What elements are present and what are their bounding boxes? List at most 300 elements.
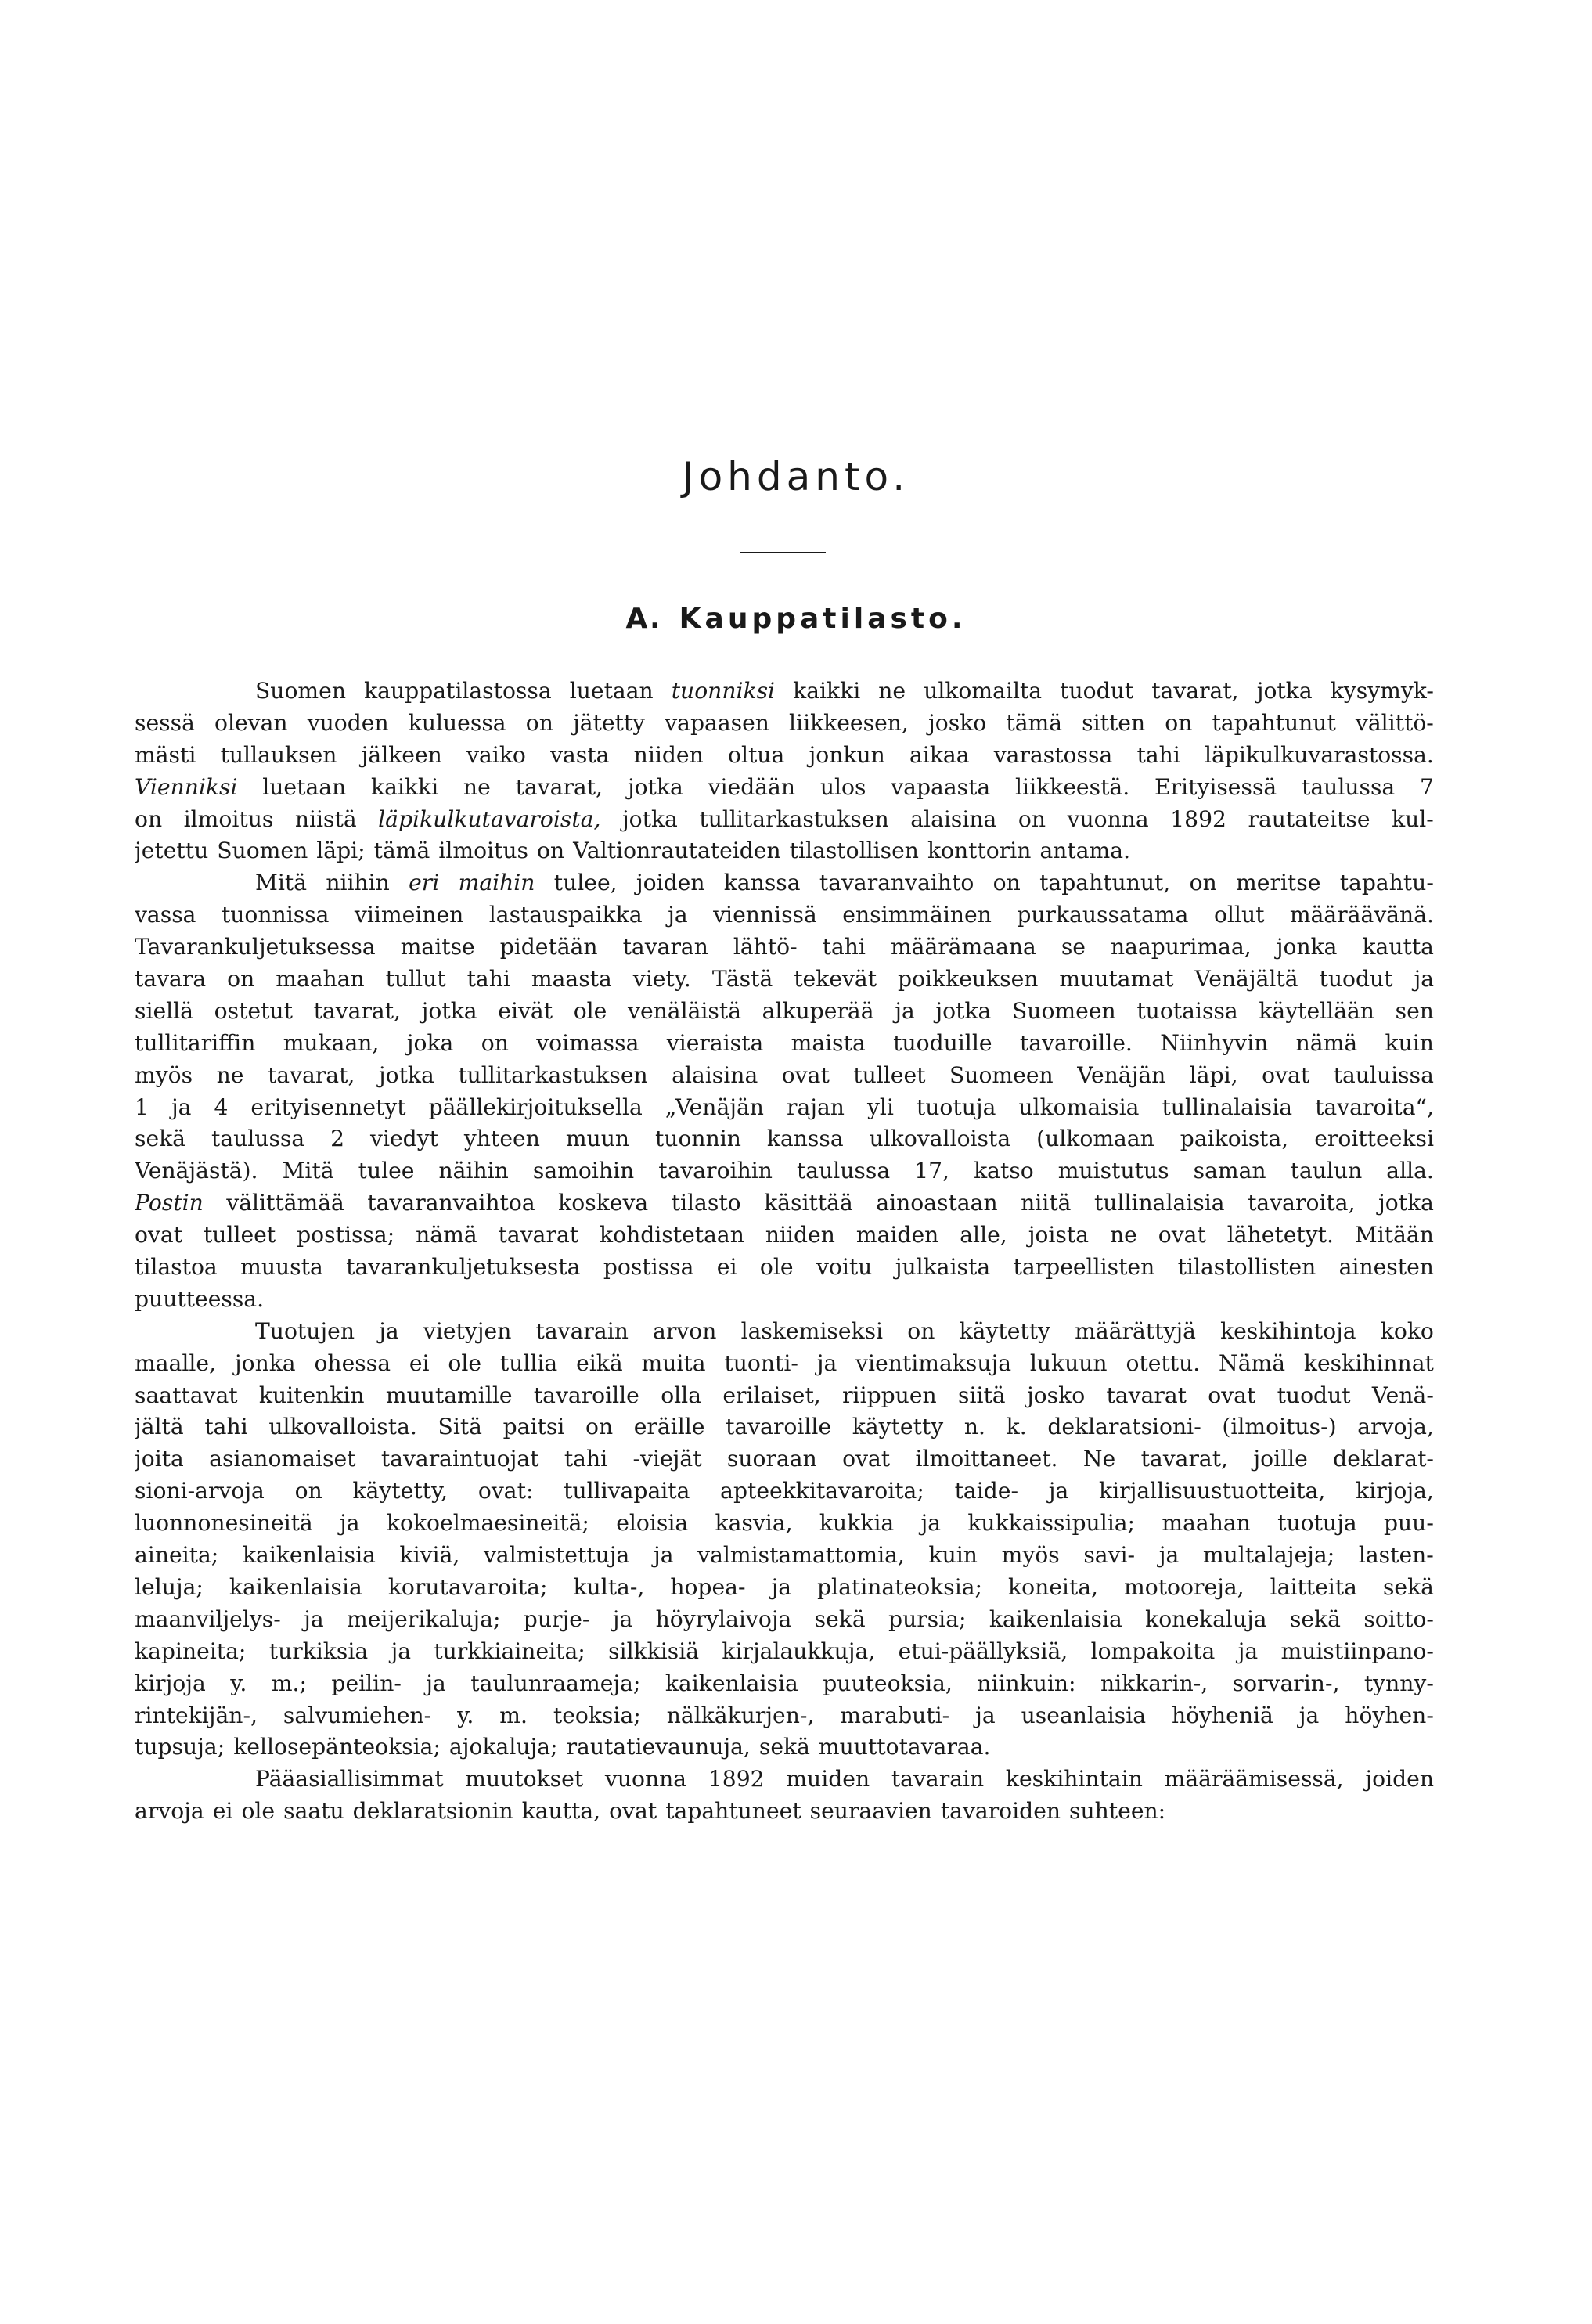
word: ja	[653, 1542, 674, 1569]
word: multalajeja;	[1202, 1542, 1335, 1569]
word: jotka	[1378, 1190, 1434, 1216]
word: tynny-	[1363, 1670, 1434, 1696]
word: joiden	[1365, 1766, 1434, 1793]
word: rintekijän-,	[135, 1702, 258, 1728]
word: jotka	[1256, 678, 1313, 704]
word: ja	[340, 1510, 360, 1537]
text-line	[135, 1731, 1434, 1764]
word: jotka	[935, 997, 992, 1024]
text-line	[135, 1604, 1434, 1636]
word: ja	[920, 1510, 942, 1537]
word: leluja;	[135, 1573, 204, 1600]
word: tilastollisen	[789, 838, 919, 864]
word: silkkisiä	[608, 1638, 700, 1664]
word: ja	[1414, 966, 1434, 993]
word: erilaiset,	[722, 1382, 821, 1408]
word: sitten	[1082, 709, 1146, 736]
word: maalle,	[135, 1349, 217, 1376]
word: muutamat	[1059, 966, 1174, 993]
word: kanssa	[766, 1126, 844, 1152]
word: tullivapaita	[564, 1478, 690, 1504]
word: viety.	[632, 966, 691, 993]
word: on	[585, 1414, 614, 1440]
word: käsittää	[764, 1190, 853, 1216]
word: jetettu	[135, 838, 209, 864]
word: tuodut	[1060, 678, 1134, 704]
word: läpi;	[316, 838, 366, 864]
word: Mitä	[282, 1158, 334, 1184]
word: platinateoksia;	[817, 1573, 983, 1600]
word: kul-	[1392, 805, 1434, 832]
word: määrättyjä	[1075, 1317, 1196, 1344]
word: tahi	[204, 1414, 248, 1440]
text-line	[135, 676, 1434, 708]
word: näihin	[438, 1158, 509, 1184]
word: muusta	[240, 1254, 323, 1281]
word: saman	[1193, 1158, 1266, 1184]
word: turkiksia	[268, 1638, 369, 1664]
text-line	[135, 996, 1434, 1028]
word: maahan	[1162, 1510, 1251, 1537]
word: luonnonesineitä	[135, 1510, 313, 1537]
text-line	[135, 1220, 1434, 1252]
word: keskihinnat	[1303, 1349, 1434, 1376]
word: sen	[1395, 997, 1434, 1024]
word: kiviä,	[399, 1542, 460, 1569]
word: kukkaissipulia;	[967, 1510, 1136, 1537]
word: on	[294, 1478, 322, 1504]
word: tullitarkastuksen	[458, 1061, 648, 1088]
word: Tästä	[711, 966, 773, 993]
word: 2	[330, 1126, 345, 1152]
word: Pääasiallisimmat	[255, 1766, 444, 1793]
word: konttorin	[927, 838, 1032, 864]
word: purkaussatama	[1017, 902, 1189, 928]
word: sekä	[135, 1126, 186, 1152]
word: tuonniksi	[671, 678, 776, 704]
word: vieraista	[666, 1029, 764, 1056]
word: tapahtu-	[1339, 870, 1434, 896]
word: taulussa	[796, 1158, 891, 1184]
word: taulussa	[1302, 773, 1396, 800]
word: ulkomaisia	[1018, 1094, 1140, 1120]
section-title: Kauppatilasto.	[679, 603, 967, 635]
word: kuin	[928, 1542, 978, 1569]
text-line	[135, 1028, 1434, 1060]
word: venäläistä	[628, 997, 742, 1024]
word: määräävänä.	[1289, 902, 1434, 928]
word: ulkomailta	[924, 678, 1043, 704]
word: salvumiehen-	[283, 1702, 432, 1728]
word: ja	[1048, 1478, 1069, 1504]
word: ja	[975, 1702, 996, 1728]
word: tavaraintuojat	[380, 1446, 539, 1472]
word: tullitarkastuksen	[699, 805, 889, 832]
word: rautatievaunuja,	[566, 1734, 751, 1760]
text-line	[135, 1284, 1434, 1316]
section-letter: A.	[625, 603, 662, 635]
word: sessä	[135, 709, 195, 736]
word: ole	[759, 1254, 794, 1281]
text-line	[135, 931, 1434, 964]
word: etui-päällyksiä,	[898, 1638, 1068, 1664]
word: sekä	[758, 1734, 810, 1760]
word: hopea-	[670, 1573, 746, 1600]
word: tullauksen	[220, 741, 337, 768]
text-line	[135, 1636, 1434, 1668]
word: taulunraameja;	[470, 1670, 641, 1696]
word: tilastollisten	[1177, 1254, 1316, 1281]
word: päällekirjoituksella	[428, 1094, 643, 1120]
word: ei	[716, 1254, 737, 1281]
word: eri	[409, 870, 440, 896]
word: vaiko	[466, 741, 526, 768]
word: apteekkitavaroita;	[720, 1478, 924, 1504]
word: tavaroiden	[940, 1798, 1061, 1825]
word: on	[907, 1317, 935, 1344]
word: tavaran	[622, 934, 708, 960]
word: (ilmoitus-)	[1222, 1414, 1337, 1440]
word: ne	[463, 773, 491, 800]
word: tavarain	[891, 1766, 985, 1793]
word: on	[481, 1029, 509, 1056]
word: käytellään	[1259, 997, 1374, 1024]
word: mästi	[135, 741, 196, 768]
word: niistä	[294, 805, 357, 832]
word: viennissä	[713, 902, 817, 928]
word: Sitä	[438, 1414, 482, 1440]
text-line	[135, 772, 1434, 804]
word: marabuti-	[840, 1702, 950, 1728]
word: tavara	[135, 966, 207, 993]
word: tapahtuneet	[665, 1798, 801, 1825]
word: kirjallisuustuotteita,	[1099, 1478, 1326, 1504]
word: sekä	[1289, 1605, 1341, 1632]
word: koskeva	[558, 1190, 649, 1216]
word: ja	[668, 902, 688, 928]
word: sekä	[1382, 1573, 1434, 1600]
word: kaikenlaisia	[989, 1605, 1122, 1632]
word: kaikenlaisia	[229, 1573, 362, 1600]
word: ole	[448, 1349, 482, 1376]
word: ilmoitus	[183, 805, 274, 832]
word: välittämää	[226, 1190, 344, 1216]
word: saattavat	[135, 1382, 238, 1408]
word: ilmoitus	[438, 838, 529, 864]
word: tullia	[499, 1349, 558, 1376]
word: josko	[1026, 1382, 1086, 1408]
word: keskihintain	[1005, 1766, 1143, 1793]
word: aikaa	[909, 741, 970, 768]
word: tullut	[385, 966, 446, 993]
word: luetaan	[262, 773, 347, 800]
word: deklaratsioni-	[1047, 1414, 1201, 1440]
word: kuitenkin	[258, 1382, 365, 1408]
word: Suomen	[217, 838, 308, 864]
word: jonkun	[809, 741, 885, 768]
word: jotka	[378, 1061, 434, 1088]
word: ovat:	[477, 1478, 534, 1504]
word: kirjalaukkuja,	[722, 1638, 876, 1664]
word: ollut	[1213, 902, 1265, 928]
text-line	[135, 1443, 1434, 1475]
word: otettu.	[1126, 1349, 1201, 1376]
word: ja	[171, 1094, 192, 1120]
word: tavaranvaihtoa	[367, 1190, 535, 1216]
word: tavarankuljetuksesta	[346, 1254, 581, 1281]
word: Venäjältä	[1194, 966, 1298, 993]
word: puutteessa.	[135, 1285, 265, 1312]
word: vassa	[135, 902, 196, 928]
word: läpikulkutavaroista,	[378, 805, 601, 832]
word: ei	[409, 1349, 430, 1376]
text-line	[135, 1540, 1434, 1572]
word: soitto-	[1363, 1605, 1434, 1632]
word: k.	[1006, 1414, 1027, 1440]
word: tahi	[822, 934, 866, 960]
word: kaikki	[793, 678, 861, 704]
word: ainesten	[1338, 1254, 1434, 1281]
word: Suomeen	[1012, 997, 1116, 1024]
word: puu-	[1383, 1510, 1434, 1537]
word: ja	[391, 1638, 412, 1664]
word: mukaan,	[283, 1029, 380, 1056]
text-line	[135, 1092, 1434, 1124]
word: tilastoa	[135, 1254, 218, 1281]
word: ne	[1109, 1222, 1137, 1248]
word: meritse	[1236, 870, 1321, 896]
word: tuoduille	[893, 1029, 992, 1056]
word: jätetty	[572, 709, 646, 736]
word: postissa	[603, 1254, 694, 1281]
word: läpikulkuvarastossa.	[1205, 741, 1434, 768]
word: kaikenlaisia	[242, 1542, 376, 1569]
word: meijerikaluja;	[347, 1605, 501, 1632]
word: kokoelmaesineitä;	[386, 1510, 589, 1537]
word: tapahtunut	[1212, 709, 1336, 736]
word: jonka	[1276, 934, 1338, 960]
word: josko	[928, 709, 987, 736]
word: tavaranvaihto	[819, 870, 974, 896]
text-line	[135, 740, 1434, 772]
word: maahan	[276, 966, 365, 993]
word: alkuperää	[762, 997, 874, 1024]
word: Venäjän	[1077, 1061, 1166, 1088]
word: jotka	[621, 805, 678, 832]
word: postissa;	[297, 1222, 395, 1248]
word: joille	[1253, 1446, 1308, 1472]
word: kaikki	[371, 773, 439, 800]
word: ole	[241, 1798, 276, 1825]
word: taulun	[1290, 1158, 1363, 1184]
word: joista	[1028, 1222, 1090, 1248]
word: y.	[230, 1670, 247, 1696]
word: Erityisessä	[1154, 773, 1277, 800]
word: ne	[216, 1061, 244, 1088]
word: vientimaksuja	[855, 1349, 1012, 1376]
word: ei	[212, 1798, 233, 1825]
word: määrämaana	[890, 934, 1036, 960]
word: ole	[573, 997, 607, 1024]
word: yli	[866, 1094, 894, 1120]
word: kautta	[1362, 934, 1434, 960]
word: tuotaissa	[1136, 997, 1238, 1024]
word: ilmoittaneet.	[915, 1446, 1058, 1472]
paragraph	[135, 1764, 1434, 1828]
word: tupsuja;	[135, 1734, 225, 1760]
word: kirjoja	[135, 1670, 206, 1696]
word: Postin	[135, 1190, 204, 1216]
word: Mitä	[255, 870, 308, 896]
text-line	[135, 1508, 1434, 1540]
word: joiden	[636, 870, 705, 896]
word: Suomen	[255, 678, 346, 704]
word: savi-	[1083, 1542, 1136, 1569]
word: n.	[963, 1414, 985, 1440]
word: tulleet	[853, 1061, 926, 1088]
word: eloisia	[616, 1510, 689, 1537]
word: tahi	[1136, 741, 1180, 768]
word: on	[1189, 870, 1217, 896]
word: vapaasen	[665, 709, 769, 736]
word: arvoja	[135, 1798, 204, 1825]
word: ja	[426, 1670, 446, 1696]
word: se	[1061, 934, 1086, 960]
word: on	[1165, 709, 1193, 736]
word: tekevät	[794, 966, 877, 993]
word: tämä	[1006, 709, 1063, 736]
word: peilin-	[331, 1670, 402, 1696]
word: jältä	[135, 1414, 184, 1440]
text-line	[135, 964, 1434, 996]
word: pursia;	[888, 1605, 967, 1632]
word: Suomeen	[949, 1061, 1054, 1088]
word: Valtionrautateiden	[573, 838, 781, 864]
text-line	[135, 1764, 1434, 1796]
word: yhteen	[463, 1126, 540, 1152]
word: kautta,	[521, 1798, 601, 1825]
word: 1	[135, 1094, 149, 1120]
word: muutokset	[465, 1766, 584, 1793]
word: nämä	[1295, 1029, 1358, 1056]
word: deklaratsionin	[352, 1798, 513, 1825]
text-line	[135, 1796, 1434, 1828]
word: tarpeellisten	[1013, 1254, 1155, 1281]
word: puuteoksia,	[823, 1670, 953, 1696]
word: Venäjästä).	[135, 1158, 258, 1184]
word: alle,	[960, 1222, 1007, 1248]
word: käytetty,	[352, 1478, 448, 1504]
word: ja	[895, 997, 915, 1024]
section-heading	[0, 603, 1592, 635]
word: ostetut	[214, 997, 293, 1024]
text-line	[135, 835, 1434, 867]
word: voimassa	[536, 1029, 639, 1056]
word: ja	[771, 1573, 792, 1600]
word: on	[537, 838, 565, 864]
word: joka	[406, 1029, 454, 1056]
word: motooreja,	[1124, 1573, 1244, 1600]
word: ja	[816, 1349, 837, 1376]
word: maitse	[400, 934, 475, 960]
word: tullinalaisia	[1093, 1190, 1225, 1216]
word: vietyjen	[423, 1317, 512, 1344]
word: 1892	[1170, 805, 1226, 832]
word: aineita;	[135, 1542, 219, 1569]
word: vuonna	[1067, 805, 1149, 832]
word: jotka	[421, 997, 477, 1024]
word: kohdistetaan	[600, 1222, 744, 1248]
word: Mitään	[1354, 1222, 1434, 1248]
word: kellosepänteoksia;	[233, 1734, 441, 1760]
word: sioni-arvoja	[135, 1478, 265, 1504]
word: on	[992, 870, 1021, 896]
word: käytetty	[959, 1317, 1050, 1344]
word: ovat	[1208, 1382, 1256, 1408]
word: tullinalaisia	[1162, 1094, 1293, 1120]
word: sorvarin-,	[1232, 1670, 1340, 1696]
word: useanlaisia	[1021, 1702, 1147, 1728]
word: ovat	[1262, 1061, 1310, 1088]
word: on	[227, 966, 255, 993]
word: tavarat	[1106, 1382, 1187, 1408]
word: liikkeestä.	[1015, 773, 1130, 800]
text-line	[135, 1668, 1434, 1700]
word: lasten-	[1358, 1542, 1434, 1569]
text-line	[135, 1700, 1434, 1732]
word: myös	[1001, 1542, 1060, 1569]
word: antama.	[1039, 838, 1131, 864]
word: tullitariffin	[135, 1029, 256, 1056]
word: muita	[641, 1349, 706, 1376]
word: koneita,	[1008, 1573, 1099, 1600]
word: määräämisessä,	[1164, 1766, 1344, 1793]
word: jonka	[234, 1349, 296, 1376]
word: tuonti-	[724, 1349, 798, 1376]
word: ja	[1298, 1702, 1320, 1728]
word: läpi,	[1189, 1061, 1238, 1088]
word: kuluessa	[408, 709, 506, 736]
word: tulee	[358, 1158, 415, 1184]
word: muistiinpano-	[1280, 1638, 1434, 1664]
word: tulleet	[203, 1222, 276, 1248]
word: kirjoja,	[1356, 1478, 1434, 1504]
word: turkkiaineita;	[434, 1638, 585, 1664]
word: julkaista	[895, 1254, 991, 1281]
word: höyhen-	[1345, 1702, 1434, 1728]
word: 17,	[914, 1158, 950, 1184]
word: tavaroihin	[658, 1158, 773, 1184]
word: ja	[1237, 1638, 1259, 1664]
text-line	[135, 804, 1434, 836]
word: Nämä	[1219, 1349, 1286, 1376]
word: valmistamattomia,	[697, 1542, 905, 1569]
word: eräille	[633, 1414, 705, 1440]
word: lastauspaikka	[488, 902, 643, 928]
word: tavarat	[498, 1222, 579, 1248]
word: Venä-	[1371, 1382, 1434, 1408]
word: tavaroita,	[1248, 1190, 1356, 1216]
word: tauluissa	[1333, 1061, 1434, 1088]
word: arvon	[653, 1317, 717, 1344]
word: taulussa	[211, 1126, 305, 1152]
word: riippuen	[842, 1382, 937, 1408]
word: niiden	[765, 1222, 835, 1248]
word: nämä	[416, 1222, 477, 1248]
word: ensimmäinen	[842, 902, 992, 928]
word: paikoista,	[1180, 1126, 1289, 1152]
word: viedyt	[370, 1126, 438, 1152]
